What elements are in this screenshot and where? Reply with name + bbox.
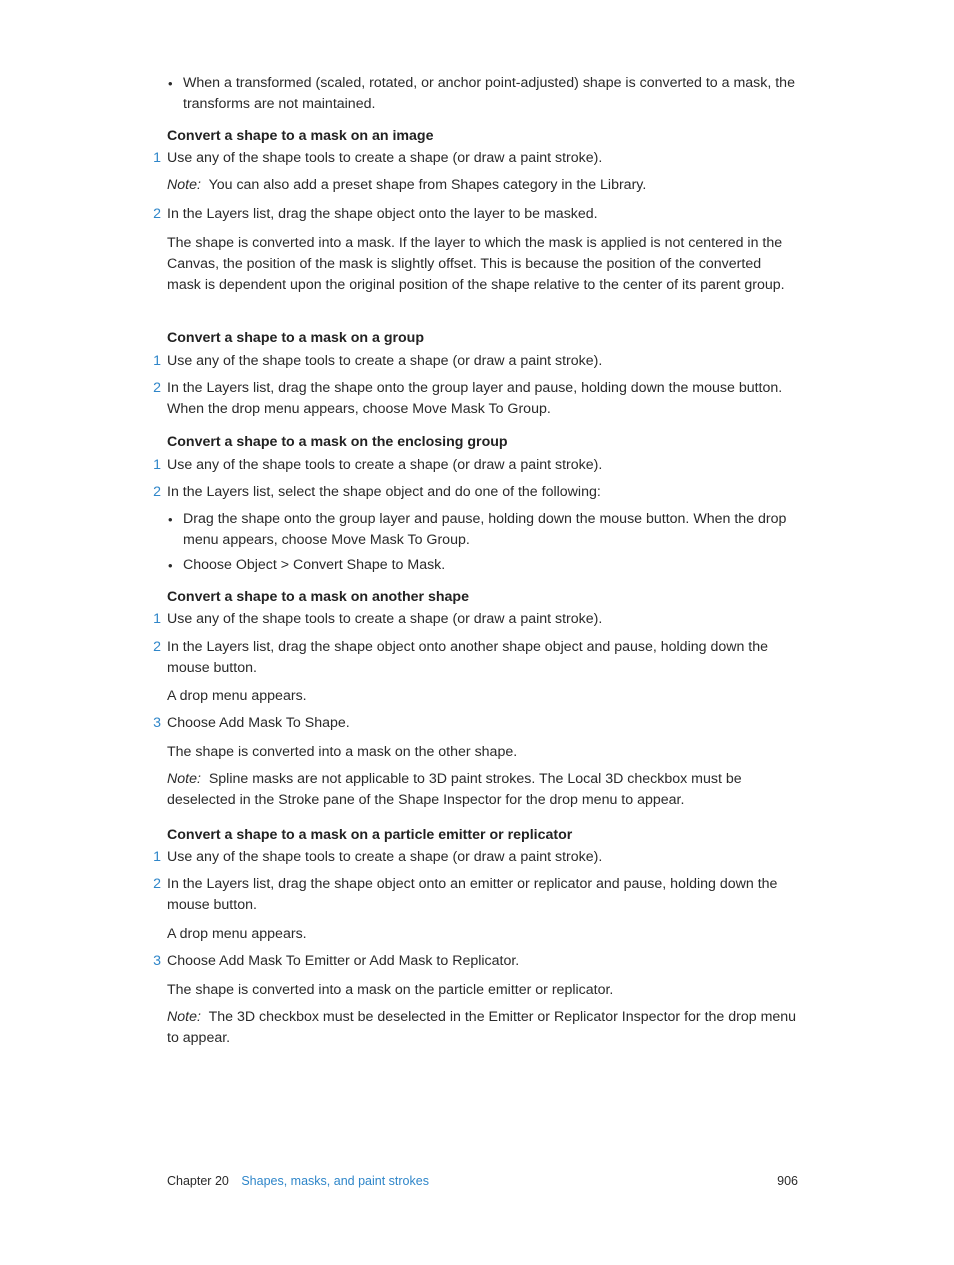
step-text: Use any of the shape tools to create a shape (or draw a paint stroke).	[167, 611, 603, 627]
step-text: Use any of the shape tools to create a shape (or draw a paint stroke).	[167, 353, 603, 369]
step-text: In the Layers list, drag the shape onto the group layer and pause, holding down the mouse button. When the drop menu appears, choose Move Mask To Group.	[167, 380, 783, 417]
step-item	[153, 713, 797, 734]
step-number: 1	[153, 849, 161, 865]
step-number: 2	[153, 206, 161, 222]
step-text: In the Layers list, drag the shape object onto another shape object and pause, holding down the mouse button.	[167, 639, 769, 676]
note-label: Note:	[167, 1009, 201, 1025]
paragraph: A drop menu appears.	[167, 926, 307, 942]
bullet-item	[168, 73, 797, 115]
note	[167, 175, 797, 196]
step-number: 1	[153, 457, 161, 473]
note	[167, 769, 797, 811]
note-label: Note:	[167, 177, 201, 193]
bullet-glyph: •	[168, 558, 173, 573]
paragraph: The shape is converted into a mask on the other shape.	[167, 744, 518, 760]
section-heading: Convert a shape to a mask on the enclosing group	[167, 434, 508, 450]
step-item	[153, 482, 797, 503]
step-text: Choose Add Mask To Emitter or Add Mask to Replicator.	[167, 953, 520, 969]
step-text: Choose Add Mask To Shape.	[167, 715, 350, 731]
note-text: Spline masks are not applicable to 3D paint strokes. The Local 3D checkbox must be deselected in the Stroke pane of the Shape Inspector for the drop menu to appear.	[167, 771, 742, 808]
step-item	[153, 378, 797, 420]
step-item	[153, 148, 797, 169]
step-number: 2	[153, 876, 161, 892]
bullet-item	[168, 555, 797, 576]
paragraph: A drop menu appears.	[167, 688, 307, 704]
step-text: In the Layers list, drag the shape object onto the layer to be masked.	[167, 206, 598, 222]
step-number: 2	[153, 639, 161, 655]
note	[167, 1007, 797, 1049]
section-heading: Convert a shape to a mask on another shape	[167, 589, 469, 605]
step-number: 1	[153, 611, 161, 627]
step-number: 2	[153, 484, 161, 500]
step-text: Use any of the shape tools to create a shape (or draw a paint stroke).	[167, 150, 603, 166]
step-item	[153, 637, 797, 679]
section-heading: Convert a shape to a mask on a particle emitter or replicator	[167, 827, 573, 843]
note-label: Note:	[167, 771, 201, 787]
paragraph: The shape is converted into a mask on the particle emitter or replicator.	[167, 982, 614, 998]
step-item	[153, 847, 797, 868]
bullet-text: When a transformed (scaled, rotated, or anchor point-adjusted) shape is converted to a mask, the transforms are not maintained.	[183, 75, 795, 112]
bullet-text: Choose Object > Convert Shape to Mask.	[183, 557, 446, 573]
note-text: The 3D checkbox must be deselected in the Emitter or Replicator Inspector for the drop menu to appear.	[167, 1009, 797, 1046]
step-number: 3	[153, 715, 161, 731]
step-number: 1	[153, 353, 161, 369]
step-text: Use any of the shape tools to create a shape (or draw a paint stroke).	[167, 457, 603, 473]
paragraph: The shape is converted into a mask. If the layer to which the mask is applied is not centered in the Canvas, the position of the mask is slightly offset. This is because the position of the converted mask is dependent upon the original position of the shape relative to the center of its parent group.	[167, 235, 785, 293]
step-number: 2	[153, 380, 161, 396]
step-item	[153, 609, 797, 630]
footer-chapter: Chapter 20	[167, 1174, 229, 1188]
page-footer	[167, 1172, 429, 1190]
step-item	[153, 455, 797, 476]
bullet-glyph: •	[168, 76, 173, 91]
step-item	[153, 351, 797, 372]
bullet-text: Drag the shape onto the group layer and pause, holding down the mouse button. When the drop menu appears, choose Move Mask To Group.	[183, 511, 787, 548]
section-heading: Convert a shape to a mask on a group	[167, 330, 425, 346]
step-item	[153, 204, 797, 225]
step-item	[153, 951, 797, 972]
footer-chapter-link[interactable]: Shapes, masks, and paint strokes	[241, 1174, 429, 1188]
bullet-item	[168, 509, 797, 551]
step-number: 1	[153, 150, 161, 166]
section-heading: Convert a shape to a mask on an image	[167, 128, 434, 144]
step-text: In the Layers list, drag the shape object onto an emitter or replicator and pause, holding down the mouse button.	[167, 876, 778, 913]
bullet-glyph: •	[168, 512, 173, 527]
step-number: 3	[153, 953, 161, 969]
step-item	[153, 874, 797, 916]
note-text: You can also add a preset shape from Shapes category in the Library.	[208, 177, 647, 193]
step-text: Use any of the shape tools to create a shape (or draw a paint stroke).	[167, 849, 603, 865]
page-number: 906	[777, 1174, 798, 1188]
step-text: In the Layers list, select the shape object and do one of the following:	[167, 484, 601, 500]
